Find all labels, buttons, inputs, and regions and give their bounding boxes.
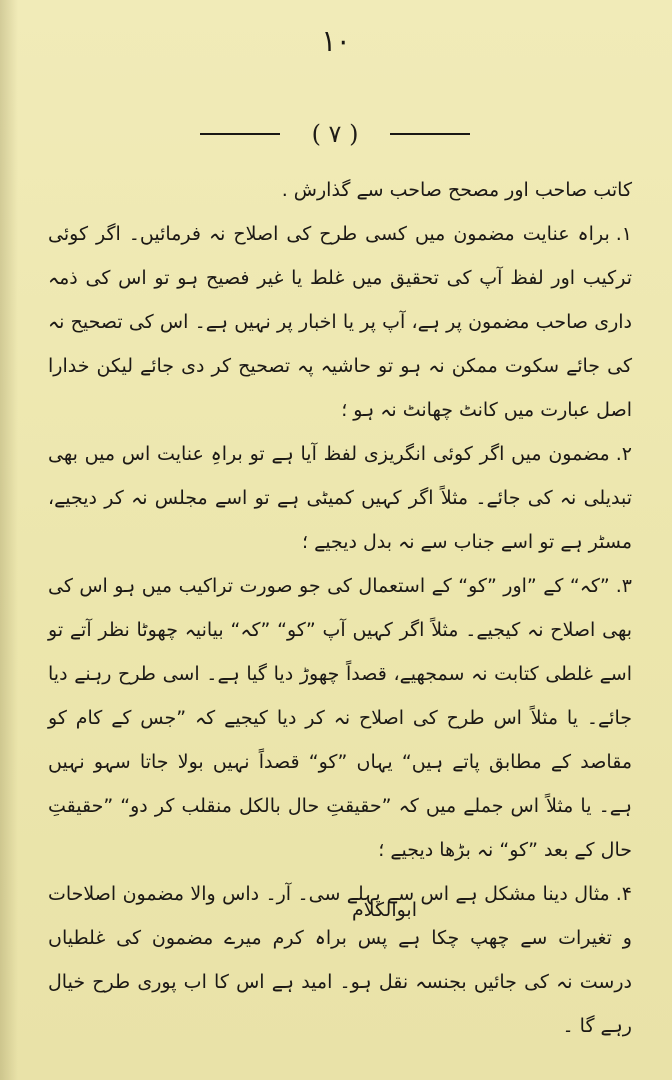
letter-intro: کاتب صاحب اور مصحح صاحب سے گذارش . — [281, 179, 632, 201]
item-number: ۲. — [615, 443, 632, 465]
page-spine-shadow — [0, 0, 18, 1080]
item-number: ۴. — [615, 883, 632, 905]
list-item — [48, 564, 632, 872]
item-number: ۱. — [615, 223, 632, 245]
item-text: مثال دینا مشکل ہے اس سے پہلے سی۔ آر۔ داس والا مضمون اصلاحات و تغیرات سے چھپ چکا ہے پس براہ کرم میرے مضمون کی غلطیاں درست نہ کی جائیں بجنسہ نقل ہو۔ امید ہے اس کا اب پوری طرح خیال رہے گا ۔ — [48, 883, 632, 1037]
section-number: ( ۷ ) — [311, 120, 359, 148]
list-item — [48, 212, 632, 432]
section-header-mark — [200, 118, 470, 150]
author-signature: ابوالکلام — [351, 899, 417, 921]
list-item — [48, 432, 632, 564]
header-rule-left — [200, 133, 280, 135]
list-item — [48, 872, 632, 1048]
item-number: ۳. — [615, 575, 632, 597]
item-text: ”کہ“ کے ”اور ”کو“ کے استعمال کی جو صورت تراکیب میں ہو اس کی بھی اصلاح نہ کیجیے۔ مثلاً اگر کہیں آپ ”کو“ ”کہ“ بیانیہ چھوٹا نظر آتے تو اسے غلطی کتابت نہ سمجھیے، قصداً چھوڑ دیا گیا ہے۔ اسی طرح رہنے دیا جائے۔ یا مثلاً اس طرح کی اصلاح نہ کر دیا کیجیے کہ ”جس کے کام کو مقاصد کے مطابق پاتے ہیں“ یہاں ”کو“ قصداً نہیں بولا جاتا سہو نہیں ہے۔ یا مثلاً اس جملے میں کہ ”حقیقتِ حال بالکل منقلب کر دو“ ”حقیقتِ حال کے بعد ”کو“ نہ بڑھا دیجیے ؛ — [48, 575, 632, 861]
item-text: براہ عنایت مضمون میں کسی طرح کی اصلاح نہ فرمائیں۔ اگر کوئی ترکیب اور لفظ آپ کی تحقیق میں غلط یا غیر فصیح ہو تو اس کی ذمہ داری صاحب مضمون پر ہے، آپ پر یا اخبار پر نہیں ہے۔ اس کی تصحیح نہ کی جائے سکوت ممکن نہ ہو تو حاشیہ پہ تصحیح کر دی جائے لیکن خدارا اصل عبارت میں کانٹ چھانٹ نہ ہو ؛ — [48, 223, 632, 421]
header-rule-right — [390, 133, 470, 135]
page-number: ۱۰ — [321, 24, 351, 59]
item-text: مضمون میں اگر کوئی انگریزی لفظ آیا ہے تو براہِ عنایت اس میں بھی تبدیلی نہ کی جائے۔ مثلاً اگر کہیں کمیٹی ہے تو اسے مجلس نہ کر دیجیے، مسٹر ہے تو اسے جناب سے نہ بدل دیجیے ؛ — [48, 443, 632, 553]
letter-body — [48, 168, 632, 1048]
